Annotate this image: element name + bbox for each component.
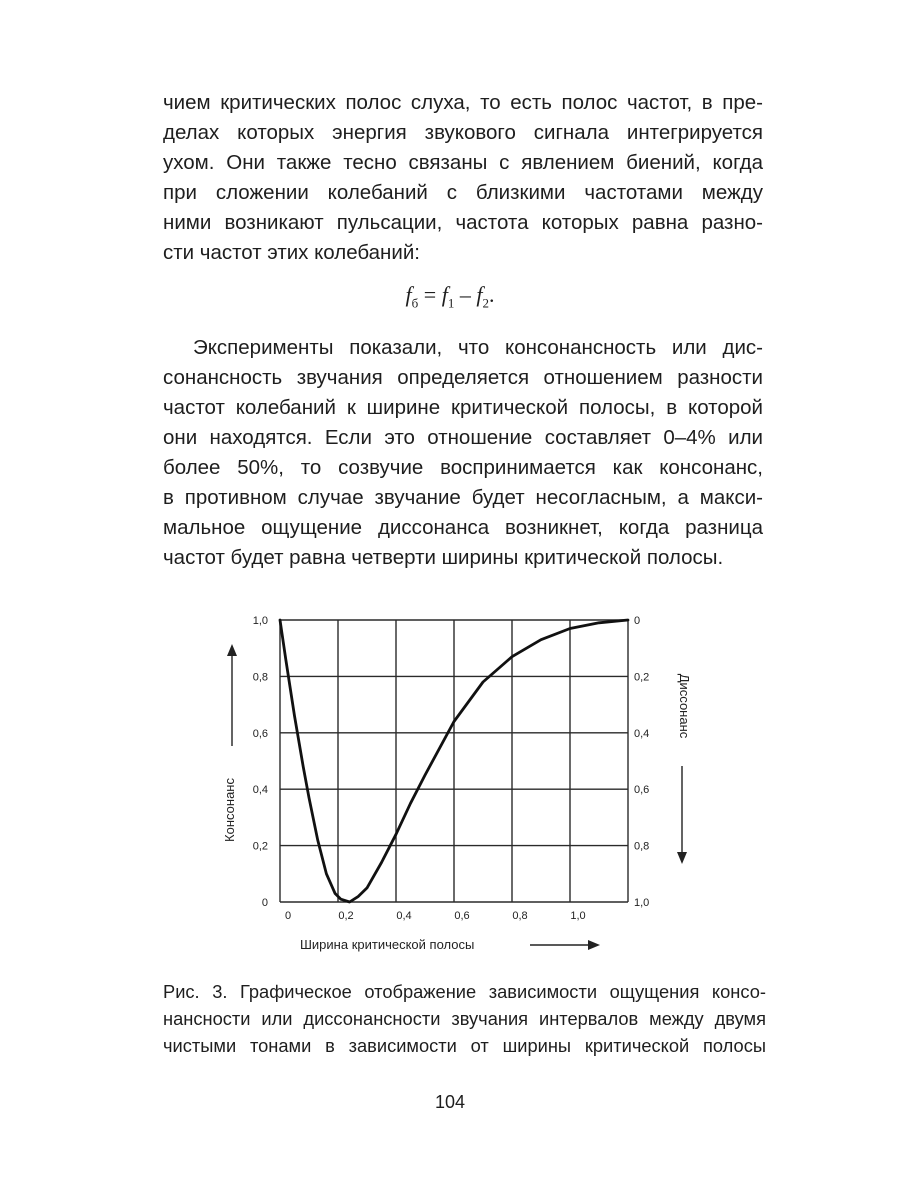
y-tick-label-left: 0,8 [252,671,268,684]
y-tick-label-right: 0,8 [634,840,650,853]
chart-tick-labels [253,615,650,922]
paragraph-2 [163,333,763,573]
page-number: 104 [434,1092,466,1112]
text-line: Эксперименты показали, что консонансность или дис- [193,336,763,359]
beat-frequency-formula [0,282,900,311]
text-line: частот колебаний к ширине критической полосы, в которой [163,396,763,419]
y-axis-label-right: Диссонанс [677,673,692,739]
consonance-chart [220,606,700,966]
chart-axis-labels [222,644,692,952]
paragraph-1 [163,88,763,268]
chart-grid [280,620,628,902]
y-tick-label-left: 0 [261,897,268,909]
formula-subscript: б [411,295,419,311]
caption-line: Рис. 3. Графическое отображение зависимости ощущения консо- [163,981,766,1002]
y-tick-label-right: 0,4 [634,727,650,740]
formula-subscript: 1 [447,295,455,311]
text-line: они находятся. Если это отношение составляет 0–4% или [163,426,763,449]
text-line: делах которых энергия звукового сигнала интегрируется [163,121,763,144]
text-line: ухом. Они также тесно связаны с явлением биений, когда [163,151,763,174]
formula-symbol: f [476,282,483,307]
x-tick-label: 0,6 [454,910,470,922]
y-tick-label-left: 0,4 [252,784,268,797]
text-line: в противном случае звучание будет несогласным, а макси- [163,486,763,509]
text-line: более 50%, то созвучие воспринимается как консонанс, [163,456,763,479]
formula-period: . [488,282,495,307]
arrow-up-icon [227,644,237,656]
x-axis-label: Ширина критической полосы [300,937,475,952]
arrow-down-icon [677,852,687,864]
x-tick-label: 0 [284,910,292,922]
y-axis-label-left: Консонанс [222,778,237,842]
x-tick-label: 0,4 [396,910,412,922]
text-line: частот будет равна четверти ширины критической полосы. [163,546,724,569]
y-tick-label-right: 0,2 [634,671,650,684]
formula-operator: – [454,282,477,307]
text-line: при сложении колебаний с близкими частотами между [163,181,763,204]
formula-operator: = [418,282,442,307]
figure-caption [163,978,766,1059]
text-line: сти частот этих колебаний: [163,241,420,264]
y-tick-label-right: 1,0 [634,897,650,909]
x-tick-label: 1,0 [570,910,586,922]
text-line: чием критических полос слуха, то есть полос частот, в пре- [163,91,763,114]
caption-line: нансности или диссонансности звучания интервалов между двумя [163,1008,766,1029]
text-line: сонансность звучания определяется отношением разности [163,366,763,389]
y-tick-label-left: 1,0 [252,615,268,627]
caption-line: чистыми тонами в зависимости от ширины критической полосы [163,1035,766,1056]
formula-subscript: 2 [482,295,489,311]
y-tick-label-right: 0 [634,615,641,627]
arrow-right-icon [588,940,600,950]
y-tick-label-right: 0,6 [634,784,650,797]
formula-symbol: f [405,282,412,307]
y-tick-label-left: 0,6 [252,727,268,740]
chart-svg [220,606,700,966]
formula-symbol: f [441,282,448,307]
x-tick-label: 0,8 [512,910,528,922]
text-line: мальное ощущение диссонанса возникнет, когда разница [163,516,763,539]
y-tick-label-left: 0,2 [252,840,268,853]
x-tick-label: 0,2 [338,910,354,922]
text-line: ними возникают пульсации, частота которых равна разно- [163,211,763,234]
